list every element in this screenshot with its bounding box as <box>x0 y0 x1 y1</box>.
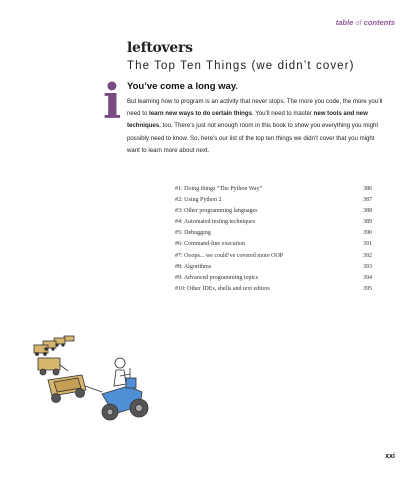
toc-entry-title: #4: Automated testing techniques <box>175 219 256 226</box>
intro-text-1: But learning how to program is an activity that never stops. The more you code, the more you’ll need to <box>127 98 383 118</box>
intro-paragraph <box>127 96 387 157</box>
chapter-label: leftovers <box>127 40 193 56</box>
toc-entry[interactable] <box>175 239 372 250</box>
header-word-contents: contents <box>363 18 395 27</box>
page-number: xxi <box>385 453 395 460</box>
header-word-of: of <box>355 18 362 27</box>
toc-entry-title: #2: Using Python 2 <box>175 197 222 204</box>
toc-entry-page: 394 <box>363 274 372 281</box>
toc-entry[interactable] <box>175 217 372 228</box>
toc-entry-page: 386 <box>363 186 372 192</box>
toc-entry-title: #10: Other IDEs, shells and text editors <box>175 285 270 292</box>
toc-entry-page: 390 <box>363 230 372 237</box>
intro-headline-period: . <box>235 81 239 92</box>
toc-entry-page: 389 <box>363 219 372 226</box>
toc-entry-title: #6: Command-line execution <box>175 241 245 248</box>
toc-list <box>175 184 372 295</box>
toc-entry-page: 392 <box>363 252 372 259</box>
chapter-title: The Top Ten Things (we didn’t cover) <box>127 60 355 72</box>
toc-entry[interactable] <box>175 184 372 195</box>
intro-bold-2: new tools and new techniques <box>127 110 368 130</box>
toc-entry[interactable] <box>175 273 372 284</box>
toc-entry-page: 391 <box>363 241 372 248</box>
toc-entry-title: #5: Debugging <box>175 230 211 237</box>
toc-entry-title: #7: Ooops... we could’ve covered more OOP <box>175 252 284 259</box>
intro-headline <box>127 81 238 92</box>
toc-entry[interactable] <box>175 262 372 273</box>
toc-entry-title: #9: Advanced programming topics <box>175 274 259 281</box>
toc-entry[interactable] <box>175 284 372 295</box>
toc-entry[interactable] <box>175 228 372 239</box>
toc-entry[interactable] <box>175 251 372 262</box>
toc-entry-page: 387 <box>363 197 372 204</box>
toc-entry-page: 395 <box>363 285 372 292</box>
toc-entry-title: #3: Other programming languages <box>175 208 258 215</box>
intro-bold-1: learn new ways to do certain things <box>149 110 252 118</box>
toc-entry-page: 393 <box>363 263 372 270</box>
info-icon: i <box>103 74 122 130</box>
tractor-with-trailers-illustration <box>30 328 175 430</box>
intro-text-2: . You’ll need to master <box>251 110 314 118</box>
header-word-table: table <box>335 18 354 27</box>
toc-entry[interactable] <box>175 195 372 206</box>
toc-entry-page: 388 <box>363 208 372 215</box>
intro-text-3: , too. There’s just not enough room in this book to show you everything you might possibly need to know. So, here’s our list of the top ten things we didn’t cover that you might want to learn more about next. <box>127 122 379 154</box>
intro-headline-text: You’ve come a long way <box>127 81 236 92</box>
toc-entry-title: #8: Algorithms <box>175 263 212 270</box>
toc-entry-title: #1: Doing things “The Python Way” <box>175 186 263 192</box>
toc-entry[interactable] <box>175 206 372 217</box>
table-of-contents-link[interactable] <box>336 18 395 27</box>
